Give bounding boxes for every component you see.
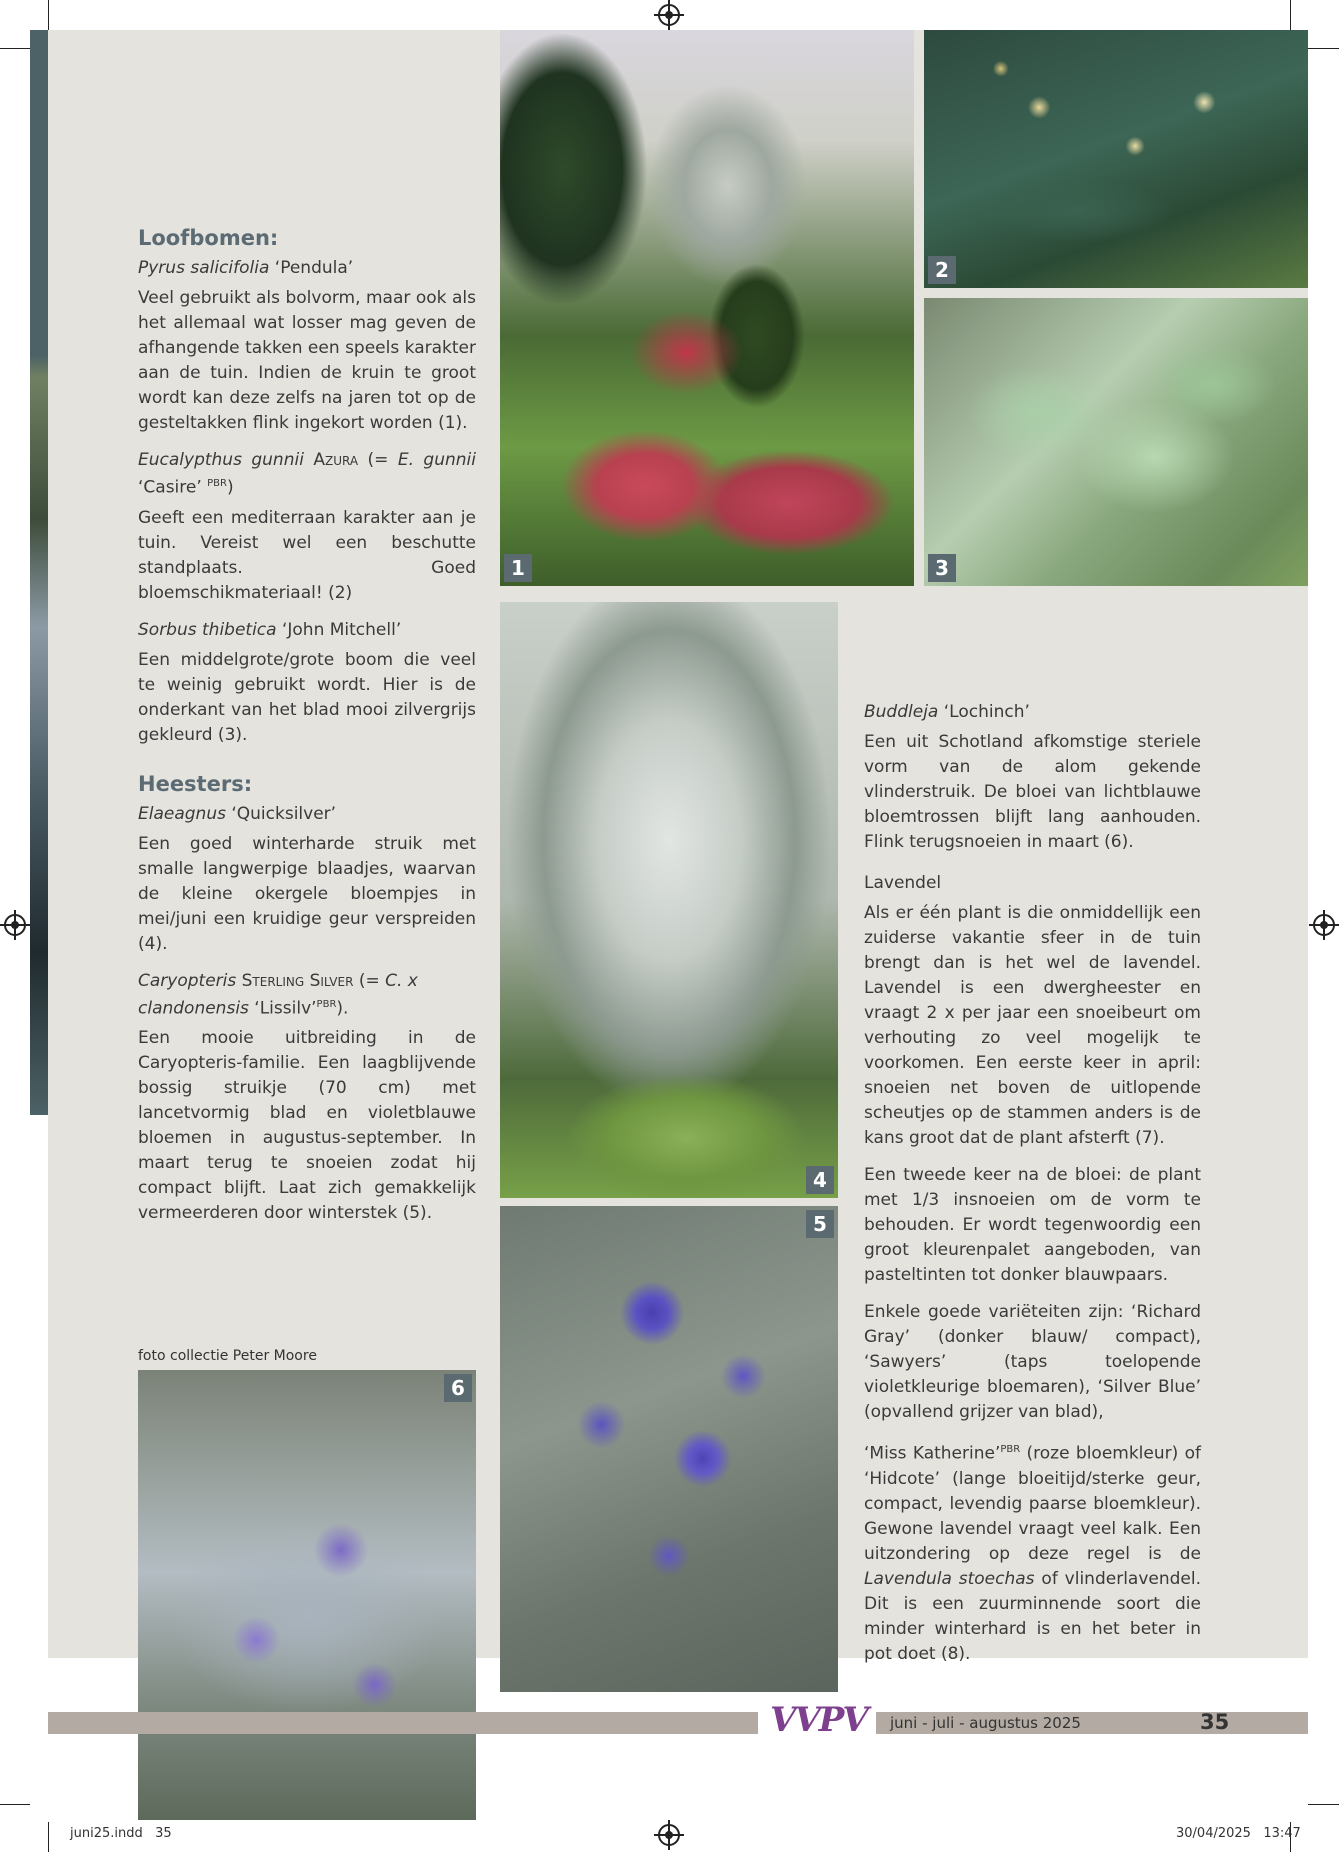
- print-slug-file: juni25.indd 35: [70, 1826, 172, 1841]
- registration-mark-icon: [658, 4, 680, 26]
- photo-sorbus: [924, 298, 1308, 586]
- plant-name-sorbus: Sorbus thibetica ‘John Mitchell’: [138, 619, 402, 640]
- lavender-paragraph-1: Als er één plant is die onmiddellijk een zuiderse vakantie sfeer in de tuin brengt dan is het wel de lavendel. Lavendel is een dwergheester en vraagt 2 x per jaar een snoeibeurt om verhouting zo veel mogelijk te voorkomen. Een eerste keer in april: snoeien net boven de uitlopende scheutjes op de stammen anders is de kans groot dat de plant afsterft (7).: [864, 903, 1201, 1148]
- photo-credit: foto collectie Peter Moore: [138, 1348, 317, 1364]
- photo-eucalyptus: [924, 30, 1308, 288]
- plant-name-caryopteris: Caryopteris Sterling Silver (= C. x clandonensis ‘Lissilv’$^{PBR}$).: [138, 970, 418, 1019]
- lavender-paragraph-2: Een tweede keer na de bloei: de plant met 1/3 insnoeien om de vorm te behouden. Er wordt tegenwoordig een groot kleurenpalet aangeboden, van pasteltinten tot donker blauwpaars.: [864, 1165, 1201, 1285]
- plant-text-caryopteris: Een mooie uitbreiding in de Caryopteris-familie. Een laagblijvende bossig struikje (70 cm) met lancetvormig blad en violetblauwe bloemen in augustus-september. In maart terug te snoeien zodat hij compact blijft. Laat zich gemakkelijk vermeerderen door winterstek (5).: [138, 1028, 476, 1224]
- plant-text-eucalyptus: Geeft een mediterraan karakter aan je tuin. Vereist wel een beschutte standplaats. Goed bloemschikmateriaal! (2): [138, 507, 476, 603]
- crop-mark: [1290, 0, 1291, 30]
- photo-number-badge: 2: [928, 256, 956, 284]
- crop-mark: [0, 1804, 30, 1805]
- photo-elaeagnus: [500, 602, 838, 1198]
- lavender-paragraph-4: ‘Miss Katherine’$^{PBR}$ (roze bloemkleur) of ‘Hidcote’ (lange bloeitijd/sterke geur, compact, levendig paarse bloemkleur). Gewone lavendel vraagt veel kalk. Een uitzondering op deze regel is de Lavendula stoechas of vlinderlavendel. Dit is een zuurminnende soort die minder winterhard is en het beter in pot doet (8).: [864, 1443, 1201, 1664]
- right-text-column: [864, 700, 1201, 1679]
- plant-text-pyrus: Veel gebruikt als bolvorm, maar ook als het allemaal wat losser mag geven de afhangende takken een speels karakter aan de tuin. Indien de kruin te groot wordt kan deze zelfs na jaren tot op de gesteltakken flink ingekort worden (1).: [138, 288, 476, 433]
- photo-number-badge: 5: [806, 1210, 834, 1238]
- photo-buddleja: [138, 1370, 476, 1820]
- lavender-paragraph-3: Enkele goede variëteiten zijn: ‘Richard Gray’ (donker blauw/ compact), ‘Sawyers’ (taps toelopende violetkleurige bloemaren), ‘Silver Blue’ (opvallend grijzer van blad),: [864, 1302, 1201, 1422]
- plant-text-buddleja: Een uit Schotland afkomstige steriele vorm van de alom gekende vlinderstruik. De bloei van lichtblauwe bloemtrossen blijft lang aanhouden. Flink terugsnoeien in maart (6).: [864, 732, 1201, 852]
- plant-name-buddleja: Buddleja ‘Lochinch’: [864, 702, 1030, 722]
- crop-mark: [1308, 1804, 1339, 1805]
- left-text-column: [138, 226, 476, 1238]
- lavender-title: Lavendel: [864, 873, 942, 893]
- plant-name-pyrus: Pyrus salicifolia ‘Pendula’: [138, 258, 354, 278]
- crop-mark: [48, 1822, 49, 1852]
- photo-number-badge: 3: [928, 554, 956, 582]
- photo-number-badge: 4: [806, 1166, 834, 1194]
- registration-mark-icon: [658, 1824, 680, 1846]
- crop-mark: [48, 0, 49, 30]
- issue-date: juni - juli - augustus 2025: [890, 1714, 1081, 1732]
- bleed-strip: [30, 30, 48, 1115]
- photo-number-badge: 6: [444, 1374, 472, 1402]
- footer-bar: [48, 1712, 1308, 1734]
- plant-name-elaeagnus: Elaeagnus ‘Quicksilver’: [138, 803, 337, 824]
- photo-pyrus-garden: [500, 30, 914, 586]
- registration-mark-icon: [4, 914, 26, 936]
- plant-text-elaeagnus: Een goed winterharde struik met smalle langwerpige blaadjes, waarvan de kleine okergele bloempjes in mei/juni een kruidige geur verspreiden (4).: [138, 833, 476, 954]
- photo-caryopteris: [500, 1206, 838, 1692]
- page-number: 35: [1200, 1710, 1230, 1734]
- registration-mark-icon: [1313, 914, 1335, 936]
- crop-mark: [1308, 48, 1339, 49]
- vvpv-logo: VVPV: [770, 1700, 867, 1740]
- plant-name-eucalyptus: Eucalypthus gunnii Azura (= E. gunnii ‘Casire’ $^{PBR}$): [138, 450, 476, 498]
- crop-mark: [0, 48, 30, 49]
- heading-shrubs: Heesters:: [138, 771, 253, 796]
- print-slug-timestamp: 30/04/2025 13:47: [1176, 1826, 1301, 1841]
- heading-trees: Loofbomen:: [138, 226, 279, 250]
- plant-text-sorbus: Een middelgrote/grote boom die veel te weinig gebruikt wordt. Hier is de onderkant van het blad mooi zilvergrijs gekleurd (3).: [138, 649, 476, 745]
- photo-number-badge: 1: [504, 554, 532, 582]
